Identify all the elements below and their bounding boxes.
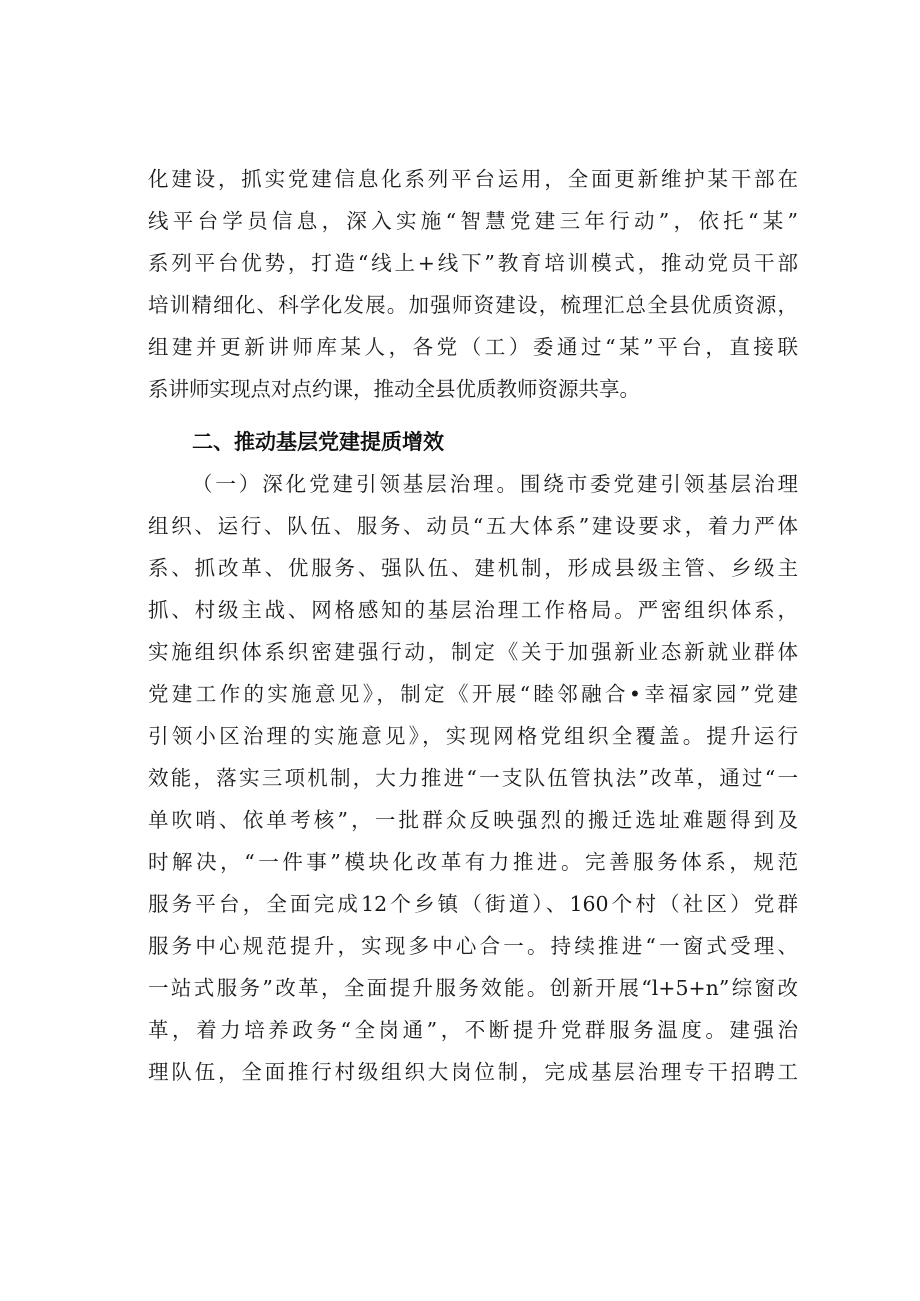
body-text-line: 一站式服务”改革，全面提升服务效能。创新开展“l+5+n”综窗改 [148,976,798,1000]
body-text-line: 组织、运行、队伍、服务、动员“五大体系”建设要求，着力严体 [148,514,798,538]
body-text-line: 系讲师实现点对点约课，推动全县优质教师资源共享。 [148,377,640,401]
body-text-line: 系列平台优势，打造“线上+线下”教育培训模式，推动党员干部 [148,251,798,275]
body-text-line: 时解决，“一件事”模块化改革有力推进。完善服务体系，规范 [148,850,798,874]
body-text-line: 理队伍，全面推行村级组织大岗位制，完成基层治理专干招聘工 [148,1060,798,1084]
body-text-line: 效能，落实三项机制，大力推进“一支队伍管执法”改革，通过“一 [148,766,798,790]
body-text-line: 化建设，抓实党建信息化系列平台运用，全面更新维护某干部在 [148,167,798,191]
body-text-line: 服务平台，全面完成12个乡镇（街道）、160个村（社区）党群 [148,892,798,916]
body-text-line: 组建并更新讲师库某人，各党（工）委通过“某”平台，直接联 [148,335,798,359]
body-text-line: （一）深化党建引领基层治理。围绕市委党建引领基层治理 [192,472,798,496]
body-text-line: 革，着力培养政务“全岗通”，不断提升党群服务温度。建强治 [148,1018,798,1042]
body-text-line: 培训精细化、科学化发展。加强师资建设，梳理汇总全县优质资源， [148,293,798,317]
body-text-line: 服务中心规范提升，实现多中心合一。持续推进“一窗式受理、 [148,934,798,958]
body-text-line: 引领小区治理的实施意见》，实现网格党组织全覆盖。提升运行 [148,724,798,748]
body-text-line: 抓、村级主战、网格感知的基层治理工作格局。严密组织体系， [148,598,798,622]
body-text-line: 线平台学员信息，深入实施“智慧党建三年行动”，依托“某” [148,209,798,233]
body-text-line: 系、抓改革、优服务、强队伍、建机制，形成县级主管、乡级主 [148,556,798,580]
body-text-line: 党建工作的实施意见》，制定《开展“睦邻融合•幸福家园”党建 [148,682,798,706]
body-text-line: 单吹哨、依单考核”，一批群众反映强烈的搬迁选址难题得到及 [148,808,798,832]
section-heading: 二、推动基层党建提质增效 [192,430,444,454]
body-text-line: 实施组织体系织密建强行动，制定《关于加强新业态新就业群体 [148,640,798,664]
